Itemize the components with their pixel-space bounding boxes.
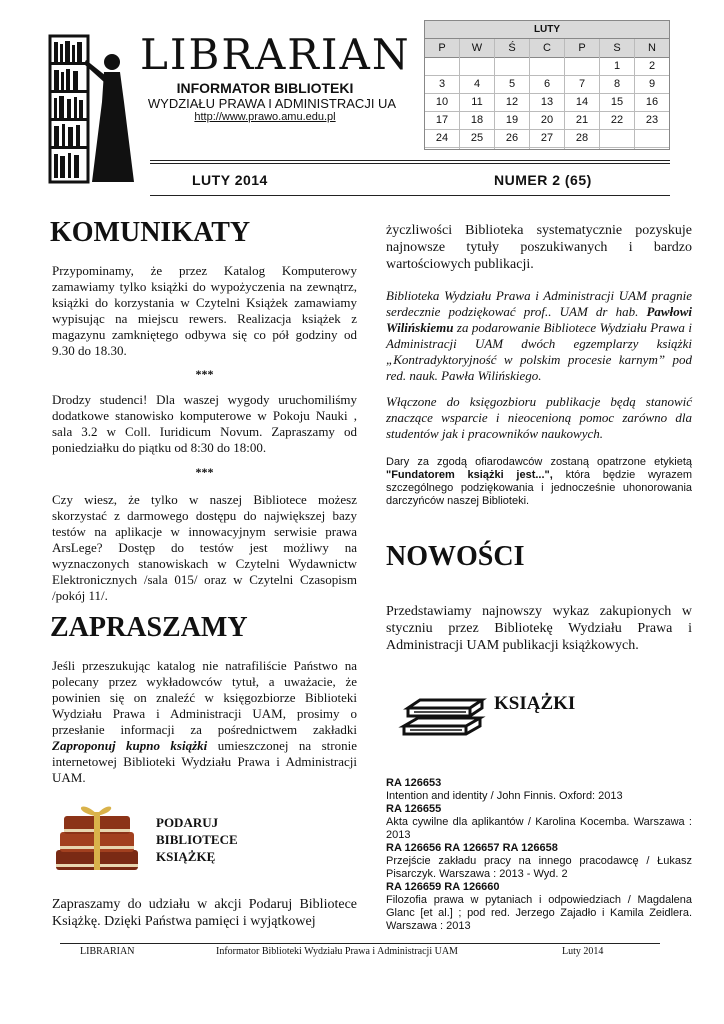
- calendar-day: 18: [470, 114, 484, 126]
- footer-center: Informator Biblioteki Wydziału Prawa i Administracji UAM: [216, 946, 458, 957]
- issue-rule: [150, 195, 670, 196]
- propose-purchase-link[interactable]: Zaproponuj kupno książki: [52, 738, 208, 753]
- donate-label-line-3: KSIĄŻKĘ: [156, 849, 216, 864]
- calendar-day: 7: [578, 78, 586, 90]
- book-description: Przejście zakładu pracy na innego pracodawcę / Łukasz Pisarczyk. Warszawa : 2013 - Wyd. 2: [386, 855, 692, 880]
- header-rule-2: [150, 163, 670, 164]
- issue-number: NUMER 2 (65): [494, 172, 592, 188]
- calendar-day-header: S: [613, 42, 621, 54]
- calendar-day: 5: [508, 78, 516, 90]
- separator-2: ***: [195, 465, 214, 479]
- book-signature: RA 126655: [386, 803, 442, 815]
- book-signature: RA 126656 RA 126657 RA 126658: [386, 842, 558, 854]
- calendar-gridline: [634, 39, 635, 149]
- issue-date: LUTY 2014: [192, 172, 268, 188]
- book-description: Akta cywilne dla aplikantów / Karolina Kocemba. Warszawa : 2013: [386, 816, 692, 841]
- faculty-name: WYDZIAŁU PRAWA I ADMINISTRACJI UA: [147, 96, 397, 111]
- komunikaty-heading: KOMUNIKATY: [50, 217, 251, 248]
- nowosci-intro: Przedstawiamy najnowszy wykaz zakupionych w styczniu przez Bibliotekę Wydziału Prawa i Administracji UAM publikacji książkowych.: [386, 604, 692, 653]
- calendar-gridline: [425, 147, 669, 148]
- donate-paragraph: Zapraszamy do udziału w akcji Podaruj Bibliotece Książkę. Dzięki Państwa pamięci i wyjątkowej: [52, 897, 357, 929]
- calendar-day: 27: [540, 132, 554, 144]
- calendar-day: 21: [575, 114, 589, 126]
- calendar-day-header: P: [578, 42, 586, 54]
- gift-books-icon: [50, 798, 144, 876]
- calendar-day: 17: [435, 114, 449, 126]
- donate-label-line-1: PODARUJ: [156, 815, 219, 830]
- calendar-day: 23: [645, 114, 659, 126]
- calendar-day: 15: [610, 96, 624, 108]
- donor-label: "Fundatorem książki jest...",: [386, 469, 553, 481]
- thanks-text-end: za podarowanie Bibliotece Wydziału Prawa i Administracji UAM dwóch egzemplarzy książki „Kontradyktoryjność w polskim procesie karnym” pod red. nauk. Pawła Wilińskiego.: [386, 320, 692, 383]
- calendar-day: 10: [435, 96, 449, 108]
- thanks-paragraph: [386, 288, 692, 384]
- newsletter-title: LIBRARIAN: [140, 30, 411, 79]
- calendar-day: 2: [648, 60, 656, 72]
- calendar-day: 6: [543, 78, 551, 90]
- calendar-day: 16: [645, 96, 659, 108]
- calendar-day: 19: [505, 114, 519, 126]
- zapraszamy-text-end: umieszczonej na stronie internetowej Biblioteki Wydziału Prawa i Administracji UAM.: [52, 738, 357, 785]
- zapraszamy-paragraph: [52, 658, 357, 786]
- calendar-day: 13: [540, 96, 554, 108]
- books-icon: [396, 686, 488, 738]
- books-label: KSIĄŻKI: [494, 693, 576, 714]
- footer-rule: [60, 943, 660, 944]
- calendar-day-header: W: [471, 42, 483, 54]
- calendar-day-header: P: [438, 42, 446, 54]
- calendar-gridline: [425, 129, 669, 130]
- librarian-logo: [46, 32, 138, 186]
- new-books-list: [386, 777, 692, 933]
- calendar-day: 26: [505, 132, 519, 144]
- calendar-day-header: Ś: [508, 42, 516, 54]
- calendar-day: 22: [610, 114, 624, 126]
- header-rule: [150, 160, 670, 161]
- calendar-day: 28: [575, 132, 589, 144]
- komunikaty-paragraph-1: Przypominamy, że przez Katalog Komputerowy zamawiamy tylko książki do wypożyczenia na zewnątrz, książki do korzystania w Czytelni Książek zamawiamy wypisując na miejscu rewers. Realizacja książek z magazynu zamkniętego odbywa się co pół godziny od 9.30 do 18.30.: [52, 263, 357, 358]
- calendar-day: 8: [613, 78, 621, 90]
- right-paragraph-1: życzliwości Biblioteka systematycznie pozyskuje najnowsze tytuły poszukiwanych i bardzo wartościowych publikacji.: [386, 223, 692, 272]
- donate-label: [156, 814, 238, 865]
- website-link[interactable]: http://www.prawo.amu.edu.pl: [194, 111, 336, 123]
- separator-1: ***: [195, 367, 214, 381]
- included-paragraph: Włączone do księgozbioru publikacje będą stanowić znaczące wsparcie i nieocenioną pomoc zarówno dla studentów jak i pracowników naukowych.: [386, 394, 692, 441]
- komunikaty-paragraph-3: Czy wiesz, że tylko w naszej Bibliotece możesz skorzystać z darmowego dostępu do największej bazy testów na aplikacje w innowacyjnym serwisie prawa ArsLege? Dostęp do testów jest możliwy na wyznaczonych stanowiskach w Czytelni Wydawnictw Elektronicznych /sala 015/ oraz w Czytelni Czasopism /pokój 11/.: [52, 492, 357, 603]
- book-description: Intention and identity / John Finnis. Oxford: 2013: [386, 790, 623, 802]
- calendar-gridline: [425, 75, 669, 76]
- donors-paragraph: [386, 456, 692, 508]
- calendar-day: 11: [471, 96, 483, 108]
- calendar-day: 3: [438, 78, 446, 90]
- book-signature: RA 126653: [386, 777, 442, 789]
- calendar-gridline: [599, 39, 600, 149]
- calendar-day: 4: [473, 78, 481, 90]
- calendar-day-header: N: [648, 42, 656, 54]
- donor-name: Pawłowi Wilińskiemu: [386, 304, 692, 335]
- book-signature: RA 126659 RA 126660: [386, 881, 500, 893]
- calendar-day: 12: [505, 96, 519, 108]
- calendar-day: 9: [648, 78, 656, 90]
- calendar-month: LUTY: [425, 21, 669, 39]
- calendar: [424, 20, 670, 150]
- footer-left: LIBRARIAN: [80, 946, 135, 957]
- calendar-day-header: C: [543, 42, 551, 54]
- donors-text-start: Dary za zgodą ofiarodawców zostaną opatrzone etykietą: [386, 456, 692, 468]
- calendar-gridline: [425, 111, 669, 112]
- donors-text-end: która będzie wyrazem szczególnego podziękowania i jednocześnie uhonorowania darczyńców naszej Biblioteki.: [386, 469, 692, 507]
- zapraszamy-text-start: Jeśli przeszukując katalog nie natrafiliście Państwo na polecany przez wykładowców tytuł, a uważacie, że powinien się on znaleźć w księgozbiorze Biblioteki Wydziału Prawa i Administracji UAM, prosimy o przesłanie informacji za pośrednictwem zakładki: [52, 658, 357, 737]
- thanks-text-start: Biblioteka Wydziału Prawa i Administracji UAM pragnie serdecznie podziękować prof.. UAM dr hab.: [386, 288, 692, 319]
- newsletter-subtitle: INFORMATOR BIBLIOTEKI: [176, 80, 354, 96]
- calendar-day: 25: [470, 132, 484, 144]
- footer-right: Luty 2014: [562, 946, 604, 957]
- nowosci-heading: NOWOŚCI: [386, 541, 525, 572]
- calendar-day: 24: [435, 132, 449, 144]
- calendar-day: 20: [540, 114, 554, 126]
- komunikaty-paragraph-2: Drodzy studenci! Dla waszej wygody uruchomiliśmy dodatkowe stanowisko komputerowe w Pokoju Nauki , sala 3.2 w Coll. Iuridicum Novum. Zapraszamy od poniedziałku do piątku od 8:30 do 18:00.: [52, 392, 357, 455]
- donate-label-line-2: BIBLIOTECE: [156, 832, 238, 847]
- book-description: Filozofia prawa w pytaniach i odpowiedziach / Magdalena Glanc [et al.] ; pod red. Jerzego Zajadło i Kamila Zeidlera. Warszawa : 2013: [386, 894, 692, 932]
- calendar-gridline: [425, 93, 669, 94]
- calendar-day: 1: [613, 60, 621, 72]
- zapraszamy-heading: ZAPRASZAMY: [50, 612, 248, 643]
- calendar-day: 14: [575, 96, 589, 108]
